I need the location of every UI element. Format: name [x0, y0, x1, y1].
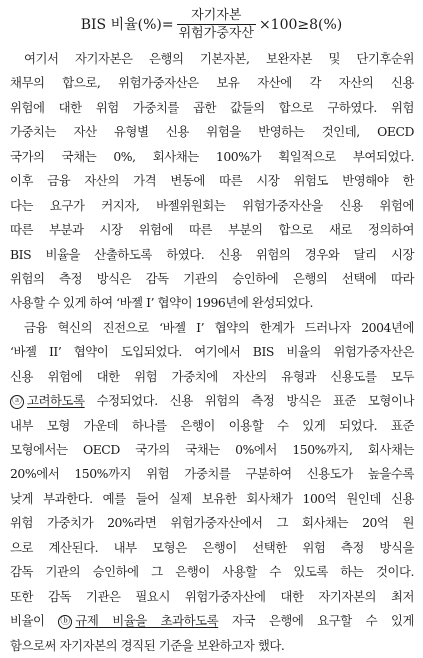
underlined-phrase-a: 고려하도록 [27, 393, 85, 409]
text-line: 낮게 부과한다. 예를 들어 실제 보유한 회사채가 100억 원인데 신용 [10, 490, 414, 506]
marker-a: ⓐ [12, 396, 22, 408]
text-line: 으로 계산된다. 내부 모형은 은행이 선택한 위험 측정 방식을 [10, 539, 414, 555]
text-line: 국가의 국채는 0%, 회사채는 100%가 획일적으로 부여되었다. [10, 148, 414, 164]
line-rest: 자국 은행에 요구할 수 있게 [218, 613, 414, 629]
formula-denominator: 위험가중자산 [178, 26, 254, 41]
text-line: 다는 요구가 커지자, 바젤위원회는 위험가중자산을 신용 위험에 [10, 197, 414, 213]
text-line: 위험에 대한 위험 가중치를 곱한 값들의 합으로 구하였다. 위험 [10, 99, 414, 115]
text-line: 여기서 자기자본은 은행의 기본자본, 보완자본 및 단기후순위 [24, 51, 414, 66]
formula-rhs: ×100≥8(%) [258, 16, 343, 33]
formula-fraction [177, 9, 256, 40]
text-line-with-marker-b [10, 609, 414, 633]
text-line: 또한 감독 기관은 필요시 위험가중자산에 대한 자기자본의 최저 [10, 588, 414, 604]
line-start: 비율이 [10, 613, 59, 629]
text-line: 함으로써 자기자본의 경직된 기준을 보완하고자 했다. [10, 637, 285, 653]
text-line: 금융 혁신의 진전으로 ‘바젤 I’ 협약의 한계가 드러나자 2004년에 [24, 319, 414, 335]
marker-b: ⓑ [60, 616, 71, 628]
text-line-with-marker-a [10, 389, 414, 413]
text-line: 이후 금융 자산의 가격 변동에 따른 시장 위험도 반영해야 한 [10, 173, 414, 189]
text-line: BIS 비율을 산출하도록 하였다. 신용 위험의 경우와 달리 시장 [10, 246, 414, 262]
text-line: 따른 부분과 시장 위험에 따른 부분의 합으로 새로 정의하여 [10, 222, 414, 238]
formula-lhs: BIS 비율(%)= [80, 16, 174, 33]
passage-body [10, 47, 414, 658]
text-line: 채무의 합으로, 위험가중자산은 보유 자산에 각 자산의 신용 [10, 75, 414, 91]
text-line: 사용할 수 있게 하여 ‘바젤 I’ 협약이 1996년에 완성되었다. [10, 295, 313, 311]
text-line: 20%에서 150%까지 위험 가중치를 구분하여 신용도가 높을수록 [10, 466, 414, 482]
paragraph-1 [10, 47, 414, 316]
text-line: 감독 기관의 승인하에 그 은행이 사용할 수 있도록 하는 것이다. [10, 564, 414, 580]
formula-numerator: 자기자본 [191, 8, 242, 23]
text-line: 모형에서는 OECD 국가의 국채는 0%에서 150%까지, 회사채는 [10, 442, 414, 457]
text-line: 신용 위험에 대한 위험 가중치에 자산의 유형과 신용도를 모두 [10, 368, 414, 384]
text-line: 가중치는 자산 유형별 신용 위험을 반영하는 것인데, OECD [10, 124, 414, 140]
bis-ratio-formula [0, 9, 423, 40]
text-line: 위험의 측정 방식은 감독 기관의 승인하에 은행의 선택에 따라 [10, 270, 414, 286]
paragraph-2 [10, 316, 414, 658]
text-line: ‘바젤 II’ 협약이 도입되었다. 여기에서 BIS 비율의 위험가중자산은 [10, 344, 414, 360]
text-line: 내부 모형 가운데 하나를 은행이 이용할 수 있게 되었다. 표준 [10, 417, 414, 433]
line-rest: 수정되었다. 신용 위험의 측정 방식은 표준 모형이나 [84, 393, 414, 409]
text-line: 위험 가중치가 20%라면 위험가중자산에서 그 회사채는 20억 원 [10, 515, 414, 531]
underlined-phrase-b: 규제 비율을 초과하도록 [75, 613, 219, 629]
